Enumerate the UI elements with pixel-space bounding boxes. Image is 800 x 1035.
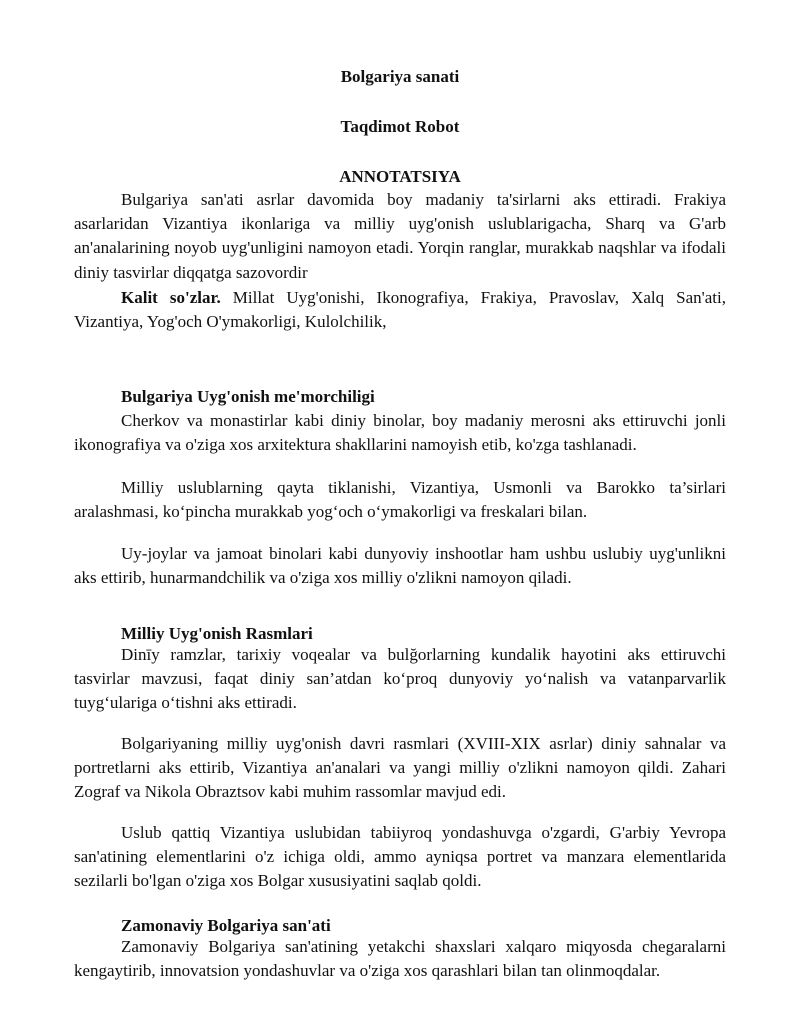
document-title: Bolgariya sanati: [340, 67, 460, 86]
annotation-paragraph: Bulgariya san'ati asrlar davomida boy madaniy ta'sirlarni aks ettiradi. Frakiya asarlaridan Vizantiya ikonlariga va milliy uyg'onish uslublarigacha, Sharq va G'arb an'analarining noyob uyg'unligini namoyon etadi. Yorqin ranglar, murakkab naqshlar va ifodali diniy tasvirlar diqqatga sazovordir: [74, 190, 726, 282]
section-heading: Zamonaviy Bolgariya san'ati: [121, 916, 331, 935]
document-subtitle: Taqdimot Robot: [340, 117, 460, 136]
section-paragraph: Dinīy ramzlar, tarixiy voqealar va bulğorlarning kundalik hayotini aks ettiruvchi tasvirlar mavzusi, faqat diniy san’atdan ko‘proq dunyoviy yo‘nalish va vatanparvarlik tuyg‘ulariga o‘tishni aks ettiradi.: [74, 645, 726, 713]
keywords-label: Kalit so'zlar.: [121, 288, 221, 307]
section-paragraph: Uy-joylar va jamoat binolari kabi dunyoviy inshootlar ham ushbu uslubiy uyg'unlikni aks ettirib, hunarmandchilik va o'ziga xos milliy o'zlikni namoyon qiladi.: [74, 544, 726, 588]
section-paragraph: Cherkov va monastirlar kabi diniy binolar, boy madaniy merosni aks ettiruvchi jonli ikonografiya va o'ziga xos arxitektura shakllarini namoyish etib, ko'zga tashlanadi.: [74, 411, 726, 455]
section-paragraph: Milliy uslublarning qayta tiklanishi, Vizantiya, Usmonli va Barokko ta’sirlari aralashmasi, ko‘pincha murakkab yog‘och o‘ymakorligi va freskalari bilan.: [74, 478, 726, 522]
section-heading: Bulgariya Uyg'onish me'morchiligi: [121, 387, 375, 406]
keywords-list: Millat Uyg'onishi, Ikonografiya, Frakiya, Pravoslav, Xalq San'ati, Vizantiya, Yog'och O'ymakorligi, Kulolchilik,: [74, 288, 726, 332]
section-paragraph: Zamonaviy Bolgariya san'atining yetakchi shaxslari xalqaro miqyosda chegaralarni kengaytirib, innovatsion yondashuvlar va o'ziga xos qarashlari bilan tan olinmoqdalar.: [74, 937, 726, 981]
section-paragraph: Uslub qattiq Vizantiya uslubidan tabiiyroq yondashuvga o'zgardi, G'arbiy Yevropa san'atining elementlarini o'z ichiga oldi, ammo ayniqsa portret va manzara elementlarida sezilarli bo'lgan o'ziga xos Bolgar xususiyatini saqlab qoldi.: [74, 823, 726, 891]
keywords-paragraph: [74, 286, 726, 334]
section-heading: Milliy Uyg'onish Rasmlari: [121, 624, 313, 643]
annotation-heading: ANNOTATSIYA: [339, 167, 461, 186]
section-paragraph: Bolgariyaning milliy uyg'onish davri rasmlari (XVIII-XIX asrlar) diniy sahnalar va portretlarni aks ettirib, Vizantiya an'analari va yangi milliy o'zlikni namoyon qildi. Zahari Zograf va Nikola Obraztsov kabi muhim rassomlar mavjud edi.: [74, 734, 726, 802]
